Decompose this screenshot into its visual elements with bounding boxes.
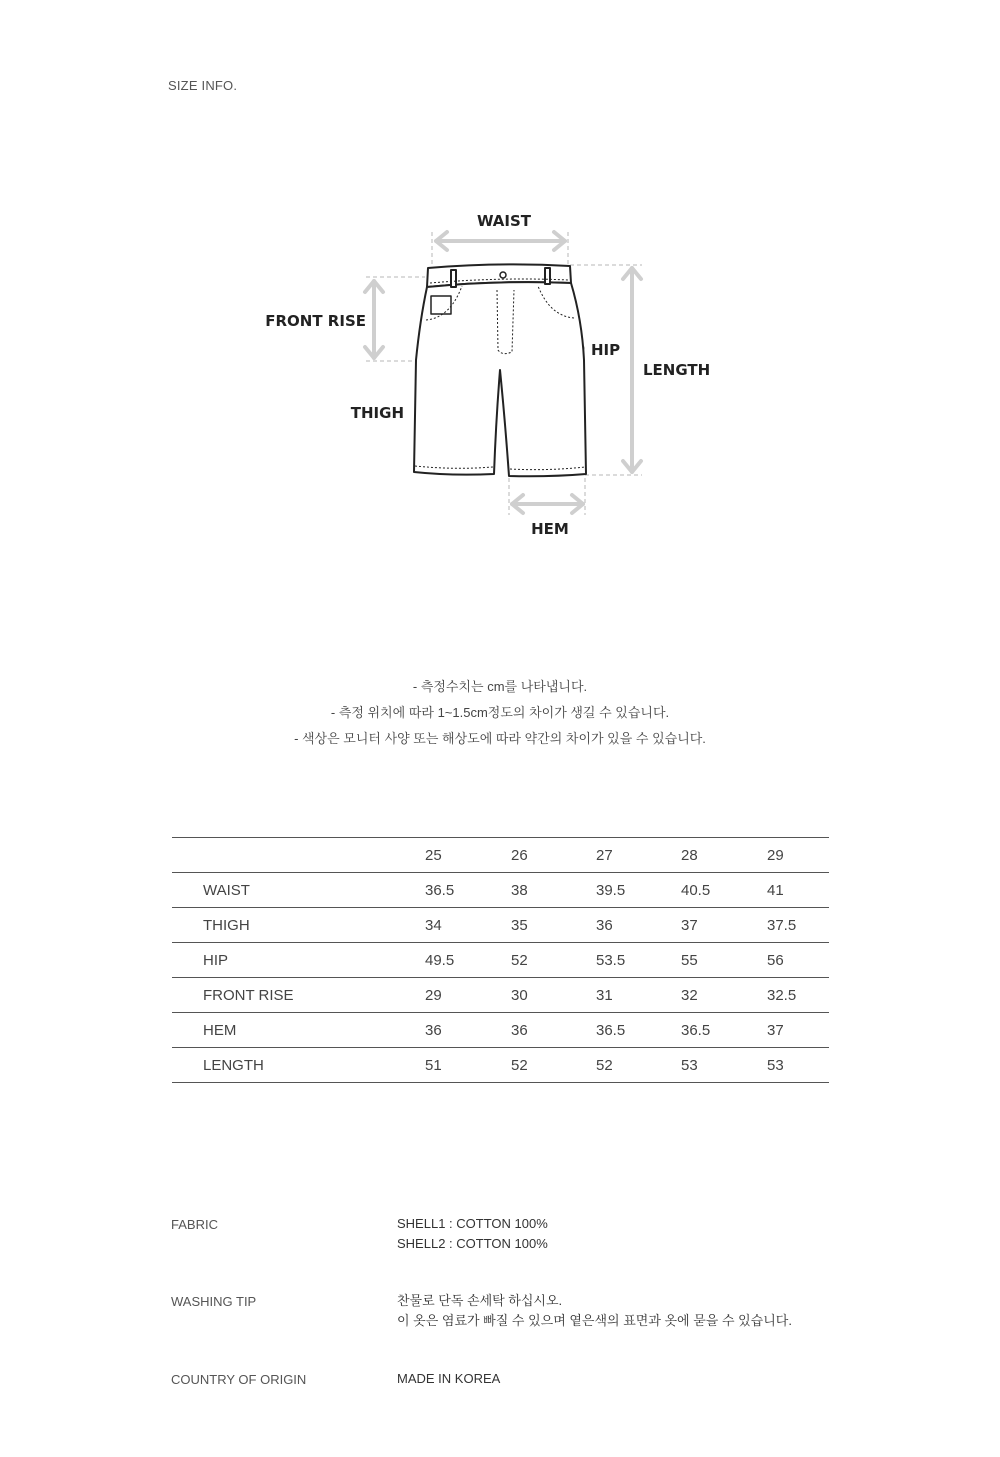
size-header-cell: 27 bbox=[596, 838, 681, 873]
table-cell: 56 bbox=[767, 943, 829, 978]
table-cell: 36 bbox=[511, 1013, 596, 1048]
size-header-cell: 29 bbox=[767, 838, 829, 873]
table-cell: 36.5 bbox=[425, 873, 511, 908]
table-cell: 39.5 bbox=[596, 873, 681, 908]
row-label: HEM bbox=[172, 1013, 425, 1048]
fabric-line: SHELL2 : COTTON 100% bbox=[397, 1236, 548, 1251]
table-cell: 37.5 bbox=[767, 908, 829, 943]
table-cell: 34 bbox=[425, 908, 511, 943]
row-label: FRONT RISE bbox=[172, 978, 425, 1013]
country-of-origin-label: COUNTRY OF ORIGIN bbox=[171, 1372, 307, 1387]
size-table bbox=[172, 837, 829, 1083]
note-line: - 측정 위치에 따라 1~1.5cm정도의 차이가 생길 수 있습니다. bbox=[330, 705, 670, 720]
table-cell: 53.5 bbox=[596, 943, 681, 978]
table-row bbox=[172, 943, 829, 978]
table-cell: 52 bbox=[511, 1048, 596, 1083]
table-row bbox=[172, 1048, 829, 1083]
washing-line: 이 옷은 염료가 빠질 수 있으며 옅은색의 표면과 옷에 묻을 수 있습니다. bbox=[397, 1313, 792, 1328]
table-cell: 52 bbox=[511, 943, 596, 978]
size-header-blank bbox=[172, 838, 425, 873]
table-cell: 37 bbox=[767, 1013, 829, 1048]
row-label: LENGTH bbox=[172, 1048, 425, 1083]
table-cell: 53 bbox=[681, 1048, 767, 1083]
table-cell: 55 bbox=[681, 943, 767, 978]
length-label: LENGTH bbox=[643, 361, 711, 379]
waist-label: WAIST bbox=[476, 212, 532, 230]
washing-tip-label: WASHING TIP bbox=[171, 1294, 257, 1309]
shorts-illustration bbox=[414, 264, 586, 476]
shorts-measurement-diagram bbox=[0, 0, 1000, 600]
table-cell: 36 bbox=[596, 908, 681, 943]
table-cell: 30 bbox=[511, 978, 596, 1013]
table-cell: 29 bbox=[425, 978, 511, 1013]
row-label: THIGH bbox=[172, 908, 425, 943]
length-arrow bbox=[623, 268, 641, 472]
washing-tip-value bbox=[397, 1291, 792, 1331]
table-row bbox=[172, 1013, 829, 1048]
table-row bbox=[172, 873, 829, 908]
table-cell: 51 bbox=[425, 1048, 511, 1083]
page-title: SIZE INFO. bbox=[168, 78, 238, 93]
note-line: - 색상은 모니터 사양 또는 해상도에 따라 약간의 차이가 있을 수 있습니다. bbox=[294, 731, 706, 746]
size-header-cell: 28 bbox=[681, 838, 767, 873]
table-cell: 52 bbox=[596, 1048, 681, 1083]
row-label: HIP bbox=[172, 943, 425, 978]
table-row bbox=[172, 908, 829, 943]
hip-label: HIP bbox=[591, 341, 621, 359]
table-cell: 36 bbox=[425, 1013, 511, 1048]
row-label: WAIST bbox=[172, 873, 425, 908]
table-cell: 36.5 bbox=[596, 1013, 681, 1048]
table-cell: 32.5 bbox=[767, 978, 829, 1013]
table-cell: 38 bbox=[511, 873, 596, 908]
washing-line: 찬물로 단독 손세탁 하십시오. bbox=[397, 1293, 563, 1308]
table-row bbox=[172, 978, 829, 1013]
table-cell: 32 bbox=[681, 978, 767, 1013]
table-cell: 36.5 bbox=[681, 1013, 767, 1048]
thigh-label: THIGH bbox=[350, 404, 404, 422]
table-cell: 49.5 bbox=[425, 943, 511, 978]
size-header-cell: 25 bbox=[425, 838, 511, 873]
fabric-line: SHELL1 : COTTON 100% bbox=[397, 1216, 548, 1231]
hem-label: HEM bbox=[531, 520, 569, 538]
measurement-notes bbox=[0, 674, 1000, 752]
table-cell: 35 bbox=[511, 908, 596, 943]
table-cell: 41 bbox=[767, 873, 829, 908]
table-cell: 53 bbox=[767, 1048, 829, 1083]
table-cell: 37 bbox=[681, 908, 767, 943]
fabric-value bbox=[397, 1214, 548, 1254]
size-header-row bbox=[172, 838, 829, 873]
country-of-origin-value bbox=[397, 1369, 500, 1389]
front-rise-arrow bbox=[365, 281, 383, 358]
waist-arrow bbox=[436, 232, 565, 250]
front-rise-label: FRONT RISE bbox=[265, 312, 366, 330]
fabric-label: FABRIC bbox=[171, 1217, 218, 1232]
size-header-cell: 26 bbox=[511, 838, 596, 873]
note-line: - 측정수치는 cm를 나타냅니다. bbox=[412, 679, 588, 694]
table-cell: 31 bbox=[596, 978, 681, 1013]
table-cell: 40.5 bbox=[681, 873, 767, 908]
hem-arrow bbox=[512, 495, 583, 513]
origin-line: MADE IN KOREA bbox=[397, 1371, 501, 1386]
